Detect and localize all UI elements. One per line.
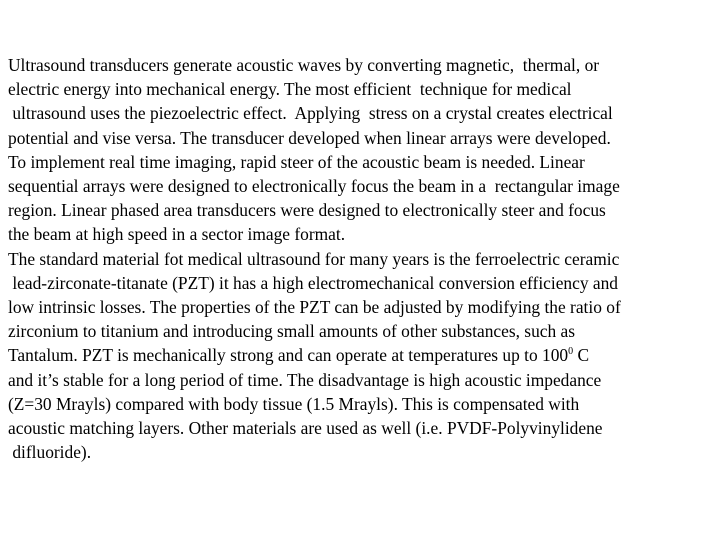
text-line: region. Linear phased area transducers were designed to electronically steer and focus	[8, 200, 606, 221]
text-line: electric energy into mechanical energy. The most efficient technique for medical	[8, 79, 572, 100]
text-line: the beam at high speed in a sector image format.	[8, 224, 346, 245]
text-line: The standard material fot medical ultrasound for many years is the ferroelectric ceramic	[8, 248, 620, 269]
text-line: To implement real time imaging, rapid steer of the acoustic beam is needed. Linear	[8, 151, 585, 172]
document-body	[8, 53, 718, 464]
text-line: and it’s stable for a long period of time. The disadvantage is high acoustic impedance	[8, 369, 602, 390]
text-line: acoustic matching layers. Other materials are used as well (i.e. PVDF-Polyvinylidene	[8, 418, 603, 439]
text-segment: C	[573, 345, 590, 366]
text-line: zirconium to titanium and introducing small amounts of other substances, such as	[8, 321, 576, 342]
text-line: lead-zirconate-titanate (PZT) it has a high electromechanical conversion efficiency and	[8, 272, 618, 293]
text-line: Ultrasound transducers generate acoustic waves by converting magnetic, thermal, or	[8, 55, 600, 75]
text-line: (Z=30 Mrayls) compared with body tissue (1.5 Mrayls). This is compensated with	[8, 393, 580, 414]
text-line: difluoride).	[8, 442, 92, 463]
paragraph-pzt	[8, 247, 718, 465]
text-line-temperature	[8, 343, 718, 367]
text-segment: Tantalum. PZT is mechanically strong and can operate at temperatures up to 100	[8, 345, 569, 366]
text-line: low intrinsic losses. The properties of the PZT can be adjusted by modifying the ratio of	[8, 297, 621, 318]
degree-superscript: 0	[568, 346, 574, 358]
text-line: potential and vise versa. The transducer developed when linear arrays were developed.	[8, 127, 611, 148]
text-line: sequential arrays were designed to electronically focus the beam in a rectangular image	[8, 176, 620, 197]
paragraph-transducers	[8, 53, 718, 247]
text-line: ultrasound uses the piezoelectric effect. Applying stress on a crystal creates electrical	[8, 103, 613, 124]
